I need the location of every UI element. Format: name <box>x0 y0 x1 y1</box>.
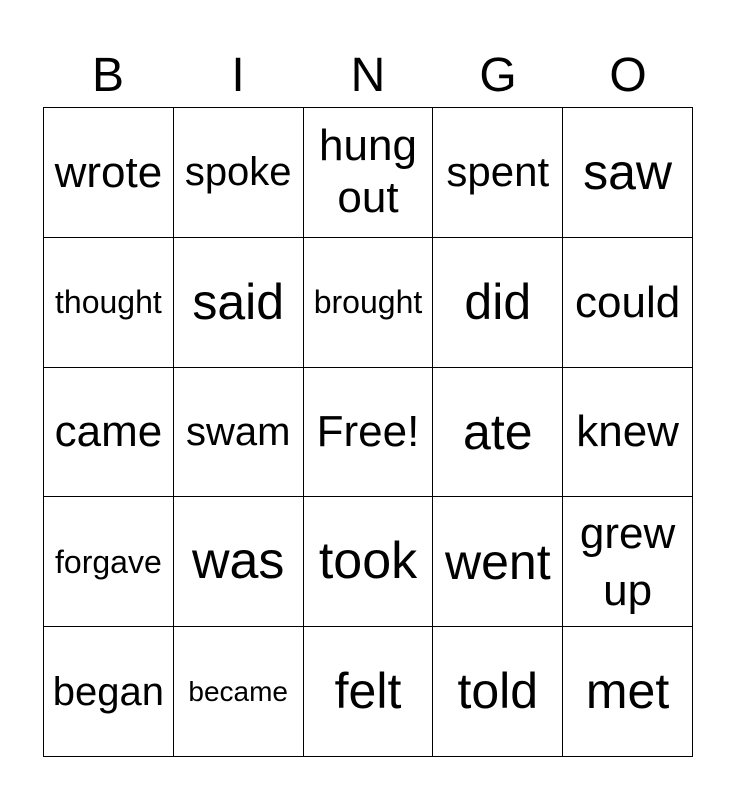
bingo-cell-r3-c0[interactable] <box>44 497 174 627</box>
cell-label: could <box>575 277 681 327</box>
cell-label: spent <box>446 148 550 196</box>
bingo-cell-r2-c3[interactable] <box>433 368 563 498</box>
bingo-cell-r0-c3[interactable] <box>433 108 563 238</box>
bingo-cell-r3-c4[interactable] <box>563 497 693 627</box>
bingo-cell-r0-c2[interactable] <box>304 108 434 238</box>
header-letter-i: I <box>231 49 245 102</box>
bingo-cell-r4-c3[interactable] <box>433 627 563 757</box>
bingo-cell-r1-c2[interactable] <box>304 238 434 368</box>
bingo-cell-r2-c0[interactable] <box>44 368 174 498</box>
cell-label: went <box>444 533 551 590</box>
cell-label: took <box>318 532 418 591</box>
bingo-cell-r1-c0[interactable] <box>44 238 174 368</box>
cell-label: forgave <box>55 543 162 580</box>
cell-label: became <box>188 676 288 708</box>
cell-label: told <box>457 663 539 720</box>
cell-label: grew up <box>579 508 676 615</box>
bingo-cell-r2-c4[interactable] <box>563 368 693 498</box>
bingo-cell-r3-c1[interactable] <box>174 497 304 627</box>
bingo-cell-r3-c3[interactable] <box>433 497 563 627</box>
cell-label: came <box>54 407 163 457</box>
bingo-cell-r1-c4[interactable] <box>563 238 693 368</box>
bingo-board <box>43 107 693 757</box>
header-letter-b: B <box>91 49 124 102</box>
bingo-cell-r1-c3[interactable] <box>433 238 563 368</box>
bingo-cell-r4-c2[interactable] <box>304 627 434 757</box>
bingo-cell-r3-c2[interactable] <box>304 497 434 627</box>
bingo-cell-r1-c1[interactable] <box>174 238 304 368</box>
bingo-cell-r0-c4[interactable] <box>563 108 693 238</box>
cell-label: thought <box>55 284 162 321</box>
bingo-cell-r2-c2[interactable] <box>304 368 434 498</box>
bingo-cell-r0-c0[interactable] <box>44 108 174 238</box>
cell-label: knew <box>576 407 679 457</box>
cell-label: felt <box>334 663 402 720</box>
cell-label: spoke <box>184 150 292 195</box>
bingo-cell-r2-c1[interactable] <box>174 368 304 498</box>
cell-label: saw <box>583 144 673 201</box>
header-letter-n: N <box>350 49 386 102</box>
cell-label: said <box>192 273 285 330</box>
bingo-cell-r0-c1[interactable] <box>174 108 304 238</box>
cell-label: brought <box>313 284 423 321</box>
bingo-cell-r4-c4[interactable] <box>563 627 693 757</box>
bingo-header <box>43 46 693 106</box>
cell-label: was <box>191 532 285 591</box>
cell-label: did <box>464 273 532 330</box>
bingo-cell-r4-c0[interactable] <box>44 627 174 757</box>
cell-label: hung out <box>319 120 417 223</box>
cell-label: ate <box>463 403 533 460</box>
cell-label: wrote <box>54 147 163 197</box>
cell-label free-space-label: Free! <box>316 407 420 457</box>
header-letter-o: O <box>609 49 647 102</box>
cell-label: swam <box>185 409 291 454</box>
cell-label: met <box>585 663 670 720</box>
header-letter-g: G <box>479 49 517 102</box>
bingo-cell-r4-c1[interactable] <box>174 627 304 757</box>
cell-label: began <box>52 669 165 714</box>
